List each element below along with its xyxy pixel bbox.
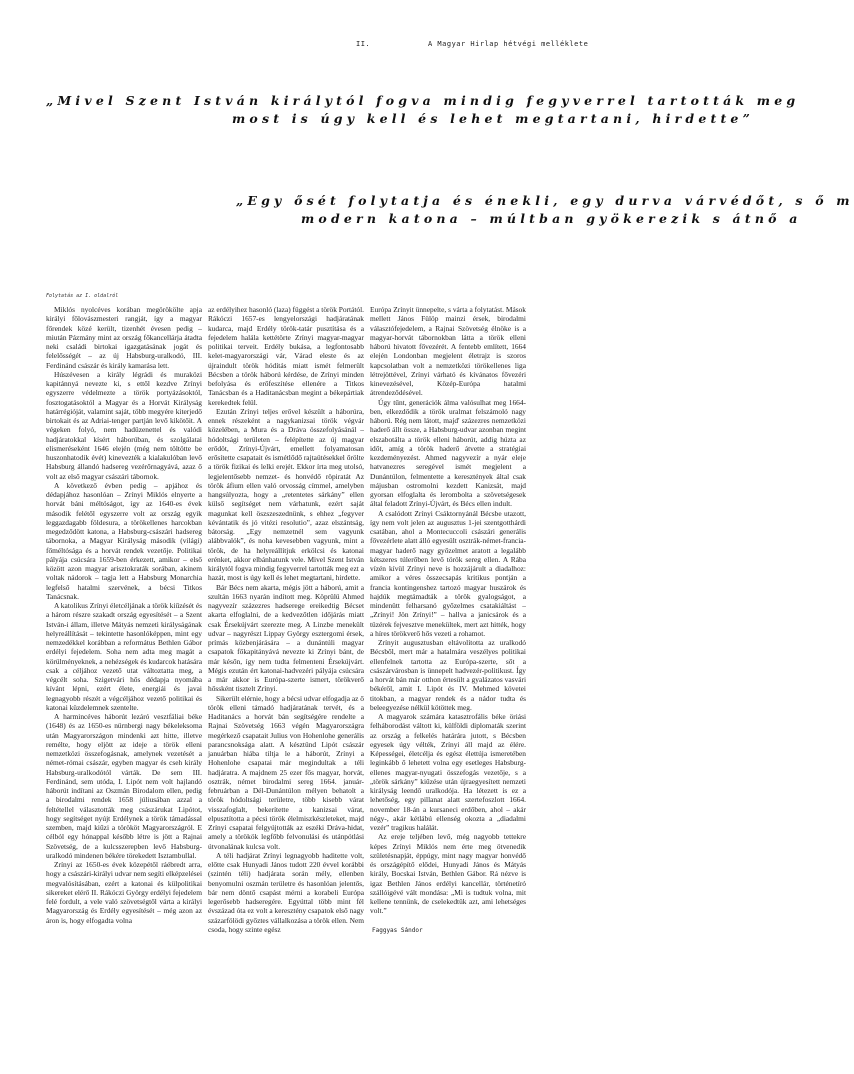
continued-note: Folytatás az I. oldalról: [46, 293, 119, 299]
paragraph: Miklós nyolcéves korában megörökölte apja királyi főlovászmesteri rangját, így a magyar főrendek közé került, tizenhét évesen pedig – miután Pázmány mint az ország főkancellárja átadta neki családi birtokai igazgatásának jogát és felelősségét – az új Habsburg-uralkodó, III. Ferdinánd császár és király kamarása lett.: [46, 305, 202, 370]
paragraph: A katolikus Zrínyi életcéljának a török kiűzését és a három részre szakadt ország egyesítését – a Szent István-i állam, illetve Mátyás nemzeti királyságának helyreállítását – tekintette hasonlóképpen, mint egy nemzedékkel korábban a református Bethlen Gábor erdélyi fejedelem. Soha nem adta meg magát a körülményeknek, a nehézségek és kudarcok hatására csak a céljához vezető utat változtatta meg, a végcélt soha. Szigetvári hős dédapja nyomába kívánt lépni, ezért élete, energiái és javai legnagyobb részét a végcéljához vezető politikai és katonai küzdelemnek szentelte.: [46, 601, 202, 712]
paragraph: Az ereje teljében levő, még nagyobb tettekre képes Zrínyi Miklós nem érte meg ötvenedik születésnapját, éppúgy, mint nagy magyar honvédő és országépítő elődei, Hunyadi János és Mátyás király, Bocskai István, Bethlen Gábor. Rá nézve is igaz Bethlen János erdélyi kancellár, történetíró szállóigévé vált mondása: „Mi is tudtuk volna, mit kellene tennünk, de cselekedtük azt, ami lehetséges volt.”: [370, 832, 526, 916]
paragraph: Zrínyit augusztusban eltávolította az uralkodó Bécsből, mert már a hatalmára veszélyes politikai ellenfelnek tartotta az Európa-szerte, sőt a császárvárosban is ünnepelt hadvezér-politikust. Így a horvát bán már otthon értesült a gyalázatos vasvári békéről, amit I. Lipót és IV. Mehmed követei titokban, a magyar rendek és a nádor tudta és beleegyezése nélkül kötöttek meg.: [370, 638, 526, 712]
paragraph: A téli hadjárat Zrínyi legnagyobb haditette volt, előtte csak Hunyadi János tudott 220 évvel korábbi (szintén téli) hadjárata során mély, ellenben benyomulni oszmán területre és hasonlóan jelentős, bár nem döntő csapást mérni a korabeli Európa legerősebb hadseregére. Egyúttal több mint fél évszázad óta ez volt a keresztény csapatok első nagy százarfölödi győztes vállalkozása a török ellen. Nem csoda, hogy szinte egész: [208, 850, 364, 934]
author-signature: Faggyas Sándor: [372, 926, 423, 934]
headline-quote-line-1: „Mivel Szent István királytól fogva mindig fegyverrel tartották meg: [46, 93, 800, 108]
headline-quote-line-2: most is úgy kell és lehet megtartani, hirdette”: [232, 111, 754, 126]
article-column-3: [370, 305, 526, 935]
paragraph: A harmincéves háborút lezáró vesztfáliai béke (1648) és az 1650-es nürnbergi nagy békeleksoma után Magyarországon mindenki azt hitte, illetve remélte, hogy eljött az ideje a török elleni nemzetközi összefogásnak, amelynek vezetését a német-római császár, egyben magyar és cseh király Habsburg-uralkodótól várták. De sem III. Ferdinánd, sem utóda, I. Lipót nem volt hajlandó háborút indítani az Oszmán Birodalom ellen, pedig a birodalmi rendek 1658 júliusában azzal a feltétellel választották meg császárukat Lipótot, hogy segítséget nyújt Erdélynek a török támadással szemben, majd kiűzi a törököt Magyarországról. E célból egy hónappal később létre is jött a Rajnai Szövetség, de a kulcsszerepben levő Habsburg-uralkodó mindenen békére törekedett Isztambullal.: [46, 712, 202, 860]
paragraph: Zrínyi az 1650-es évek közepétől ráébredt arra, hogy a császári-királyi udvar nem segíti elképzelései megvalósításában, ezért a katonai és külpolitikai sikereket elérő II. Rákóczi György erdélyi fejedelem felé fordult, a vele való szövetségtől várta a királyi Magyarország és Erdély egyesítését – még azon az áron is, hogy elfogadta volna: [46, 860, 202, 925]
paragraph: A csalódott Zrínyi Csáktornyánál Bécsbe utazott, így nem volt jelen az augusztus 1-jei szentgotthárdi csatában, ahol a Montecuccoli császári generális fővezérlete alatt álló egyesült osztrák-német-francia-magyar haderő nagy győzelmet aratott a legalább kétszeres túlerőben levő török sereg ellen. A Rába vízén kívül Zrínyi neve is hozzájárult a diadalhoz: amikor a véres összecsapás kritikus pontján a francia kontingenshez tartozó magyar huszárok és hajdúk megtámadták a török gyalogságot, a mindenütt felharsanó győzelmes csatakiáltást – „Zrínyi! Jön Zrínyi!” – hallva a janicsárok és a tüzérek fejvesztve menekültek, mert azt hitték, hogy a híres törökverő hős vezeti a rohamot.: [370, 508, 526, 638]
article-column-2: [208, 305, 364, 934]
pull-quote-line-2: modern katona – múltban gyökerezik s átnő a: [301, 211, 802, 226]
paragraph: Sikerült elérnie, hogy a bécsi udvar elfogadja az ő török elleni támadó hadjáratának tervét, és a Haditanács a horvát bán segítségére rendelte a Rajnai Szövetség 1663 végén Magyarországra megérkező csapatait Julius von Hohenlohe generális parancsnoksága alatt. A késztünd Lipót császár januárban hiába tiltja le a háborút, Zrínyi a Hohenlohe csapatai már megindultak a téli hadjáratra. A majdnem 25 ezer fős magyar, horvát, osztrák, német birodalmi sereg 1664. január-februárban a Dél-Dunántúlon mélyen behatolt a török hódoltsági területre, több kisebb várat visszafoglalt, bekerítette a kanizsai várat, elpusztította a pécsi török élelmiszkészleteket, majd Zrínyi csapatai felgyújtották az eszéki Dráva-hidat, amely a törökök legfőbb felvonulási és utánpótlási útvonalának kulcsa volt.: [208, 693, 364, 851]
publication-name: A Magyar Hirlap hétvégi melléklete: [428, 40, 589, 48]
page-number: II.: [356, 40, 371, 48]
article-column-1: [46, 305, 202, 925]
paragraph: Európa Zrínyit ünnepelte, s várta a folytatást. Mások mellett János Fülöp mainzi érsek, birodalmi választófejedelem, a Rajnai Szövetség élnöke is a magyar-horvát tábornokban látta a török elleni háború hivatott főve​zérét. A fentebb említett, 1664 elején Londonban megjelent életrajz is szoros kapcsolatban volt a nemzetközi törökellenes liga létrejöttével, Zrínyi várható és kívánatos fővezéri kinevezésével, Közép-Európa hatalmi átrendeződésével.: [370, 305, 526, 398]
paragraph: A következő évben pedig – apjához és dédapjához hasonlóan – Zrínyi Miklós elnyerte a horvát báni méltóságot, így az 1640-es évek második felétől egyszerre volt az ország egyik leggazdagabb földesura, a törökellenes harcokban megedződött katona, a Habsburg-császári hadsereg tábornoka, a Magyar Királyság második (világi) főméltósága és a horvát rendek vezetője. Politikai pályája csúcsára 1659-ben érkezett, amikor – első között azon magyar arisztokraták sorában, akinem voltak nádorok – tagja lett a Habsburg Monarchia legfelső hatalmi szervének, a bécsi Titkos Tanácsnak.: [46, 480, 202, 601]
paragraph: A magyarok számára katasztrofális béke öriási felháborodást váltott ki, külföldi diplomaták szerint az ország a felkelés határára jutott, s Bécsben egyesek úgy vélték, Zrínyi áll majd az élére. Képességei, életcélja és egész élettúja ismeretében leginkább ő lehetett volna egy esetleges Habsburg-ellenes magyar-nyugati összefogás vezetője, s a „török sárkány” kiűzése után újraegyesített nemzeti királyság leendő uralkodója. Ha létezett is ez a lehetőség, egy pillanat alatt szertefoszlott 1664. november 18-án a kursaneci erdőben, ahol – akár négy-, akár kétlábú ellenség okozta a „diadalmi vezér” tragikus halálát.: [370, 712, 526, 832]
pull-quote-line-1: „Egy ősét folytatja és énekli, egy durva várvédőt, s ő m: [236, 193, 854, 208]
paragraph: az erdélyihez hasonló (laza) függést a török Portától. Rákóczi 1657-es lengyelországi hadjáratának kudarca, majd Erdély török-tatár pusztítása és a fejedelem halála kettétörte Zrínyi magyar-magyar politikai terveit. Erdély bukása, a legfontosabb kelet-magyarországi vár, Várad eleste és az újraindult török hódítás miatt ismét felmerült Bécsben a török háború kérdése, de Zrínyi minden befolyása és erőfeszítése ellenére a Titkos Tanácsban és a Haditanácsban megint a békepártiak kerekedtek felül.: [208, 305, 364, 407]
paragraph: Ezután Zrínyi teljes erővel készült a háborúra, ennek részeként a nagykanizsai török végvár közelében, a Mura és a Dráva összefolyásánál – hódoltsági területen – felépítette az új magyar erődöt, Zrínyi-Újvárt, emellett folyamatosan erősítette csapatait és ismétlődő rajtaütésekkel őrölte a török fizikai és lelki erejét. Ekkor írta meg utolsó, legjelentősebb nemzet- és honvédő röpiratát Az török áfium ellen való orvosság címmel, amelyben hangsúlyozta, hogy a „retentetes sárkány” ellen külső segítséget nem várhatunk, ezért saját magunkat kell öszszeszednünk, s ehhez „fegyver kévántatik és jó vitézi resolutio”, azaz elszántság, bátorság. „Egy nemzetnél sem vagyunk alábbvalók”, és noha kevesebben vagyunk, mint a török, de ha helyreállítjuk erkölcsi és katonai erénket, akkor elbánhatunk vele. Mivel Szent István királytól fogva mindig fegyverrel tartották meg ezt a hazát, most is úgy kell és lehet megtartani, hirdette.: [208, 406, 364, 583]
paragraph: Húszévesen a király légrádi és muraközi kapitánnyá nevezte ki, s ettől kezdve Zrínyi egyszerre védelmezte a török portyázásoktól, fosztogatásoktól a Magyar és a Horvát Királyság határrégióját, valamint saját, több megyére kiterjedő birtokait és az Adriai-tenger partján levő kikötőit. A végeken folyó, nem hadüzenettel és valódi hadjáratokkal kísért háborúban, és szolgálatai elismeréseként 1646 elején (még nem töltötte be huszonhatodik évét) kinevezték a kialakulóban levő Habsburg állandó hadsereg vezérőrnagyává, azaz ő volt az első magyar császári tábornok.: [46, 369, 202, 481]
paragraph: Bár Bécs nem akarta, mégis jött a háború, amit a szultán 1663 nyarán indított meg. Köprülü Ahmed nagyvezír százezres hadserege ereikedtig Bécset akarta elfoglalni, de a kedvezőtlen időjárás miatt csak Érsekújvárt szerezte meg. A Linzbe menekült udvar – nagyrészt Lippay György esztergomi érsek, prímás közbenjárására – a dunántúli magyar csapatok főkapitányává nevezte ki Zrínyi bánt, de már későn, így nem tudta felmenteni Érsekújvárt. Mégis ezután ért katonai-hadvezéri pályája csúcsára a már akkor is Európa-szerte ismert, törökverő hőssként tisztelt Zrínyi.: [208, 582, 364, 694]
paragraph: Úgy tűnt, generációk álma valósulhat meg 1664-ben, elkezdődik a török uralmat felszámoló nagy háború. Rég nem látott, majd' százezres nemzetközi haderő állt össze, a Habsburg-udvar azonban megint elszabotálta a török elleni háborút, addig húzta az időt, amíg a török haderő átvette a stratégiai kezdeményezést. Ahmed nagyvezír a nyár eleje hatvanezres seregével ismét megjelent a Dunántúlon, felmentette a keresztények által csak májusban ostromolni kezdett Kanizsát, majd gyorsan elfoglalta és lerombolta a szövetségesek által feladott Zrínyi-Újvárt, és Bécs ellen indult.: [370, 397, 526, 509]
page-header: [0, 40, 720, 54]
